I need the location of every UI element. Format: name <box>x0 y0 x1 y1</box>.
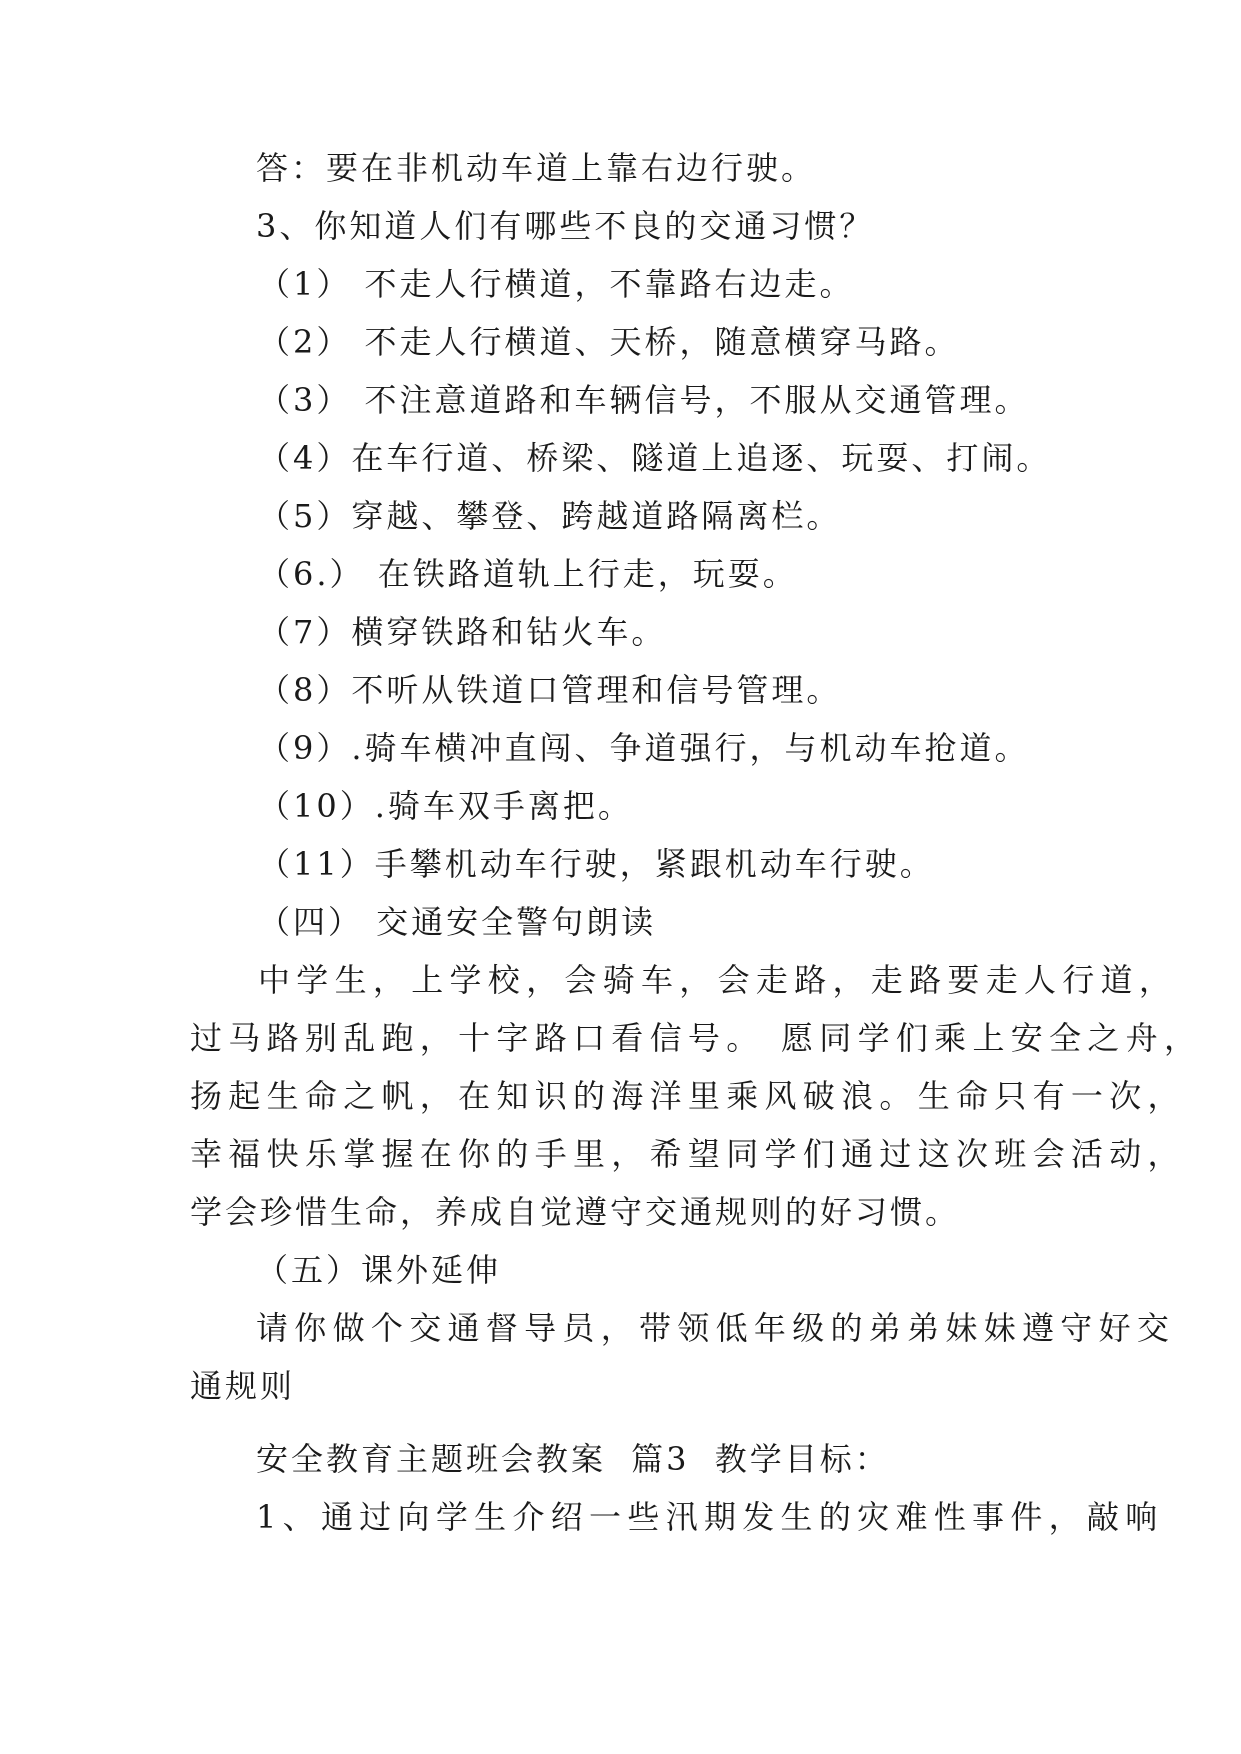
objective-1: 1、通过向学生介绍一些汛期发生的灾难性事件，敲响 <box>256 1498 1164 1536</box>
section-4-paragraph-line-3: 扬起生命之帆，在知识的海洋里乘风破浪。生命只有一次， <box>190 1077 1186 1115</box>
lesson-3-title: 安全教育主题班会教案 篇3 教学目标： <box>256 1440 890 1478</box>
section-4-heading: （四） 交通安全警句朗读 <box>258 903 657 941</box>
section-4-paragraph-line-4: 幸福快乐掌握在你的手里，希望同学们通过这次班会活动， <box>190 1135 1186 1173</box>
habit-item-9: （9）.骑车横冲直闯、争道强行，与机动车抢道。 <box>258 729 1030 767</box>
habit-item-5: （5）穿越、攀登、跨越道路隔离栏。 <box>258 497 842 535</box>
habit-item-4: （4）在车行道、桥梁、隧道上追逐、玩耍、打闹。 <box>258 439 1052 477</box>
section-5-paragraph-line-1: 请你做个交通督导员，带领低年级的弟弟妹妹遵守好交 <box>256 1309 1176 1347</box>
habit-item-2: （2） 不走人行横道、天桥，随意横穿马路。 <box>258 323 960 361</box>
habit-item-7: （7）横穿铁路和钻火车。 <box>258 613 667 651</box>
section-4-paragraph-line-1: 中学生，上学校，会骑车，会走路，走路要走人行道， <box>258 961 1178 999</box>
section-4-paragraph-line-5: 学会珍惜生命，养成自觉遵守交通规则的好习惯。 <box>190 1193 961 1231</box>
habit-item-1: （1） 不走人行横道，不靠路右边走。 <box>258 265 855 303</box>
section-4-paragraph-line-2: 过马路别乱跑，十字路口看信号。 愿同学们乘上安全之舟， <box>190 1019 1203 1057</box>
habit-item-8: （8）不听从铁道口管理和信号管理。 <box>258 671 842 709</box>
habit-item-3: （3） 不注意道路和车辆信号，不服从交通管理。 <box>258 381 1030 419</box>
question-3: 3、你知道人们有哪些不良的交通习惯？ <box>256 207 875 245</box>
section-5-paragraph-line-2: 通规则 <box>190 1367 296 1405</box>
habit-item-10: （10）.骑车双手离把。 <box>258 787 633 825</box>
habit-item-6: （6.） 在铁路道轨上行走，玩耍。 <box>258 555 798 593</box>
habit-item-11: （11）手攀机动车行驶，紧跟机动车行驶。 <box>258 845 935 883</box>
section-5-heading: （五）课外延伸 <box>256 1251 502 1289</box>
answer-line: 答：要在非机动车道上靠右边行驶。 <box>256 149 817 187</box>
